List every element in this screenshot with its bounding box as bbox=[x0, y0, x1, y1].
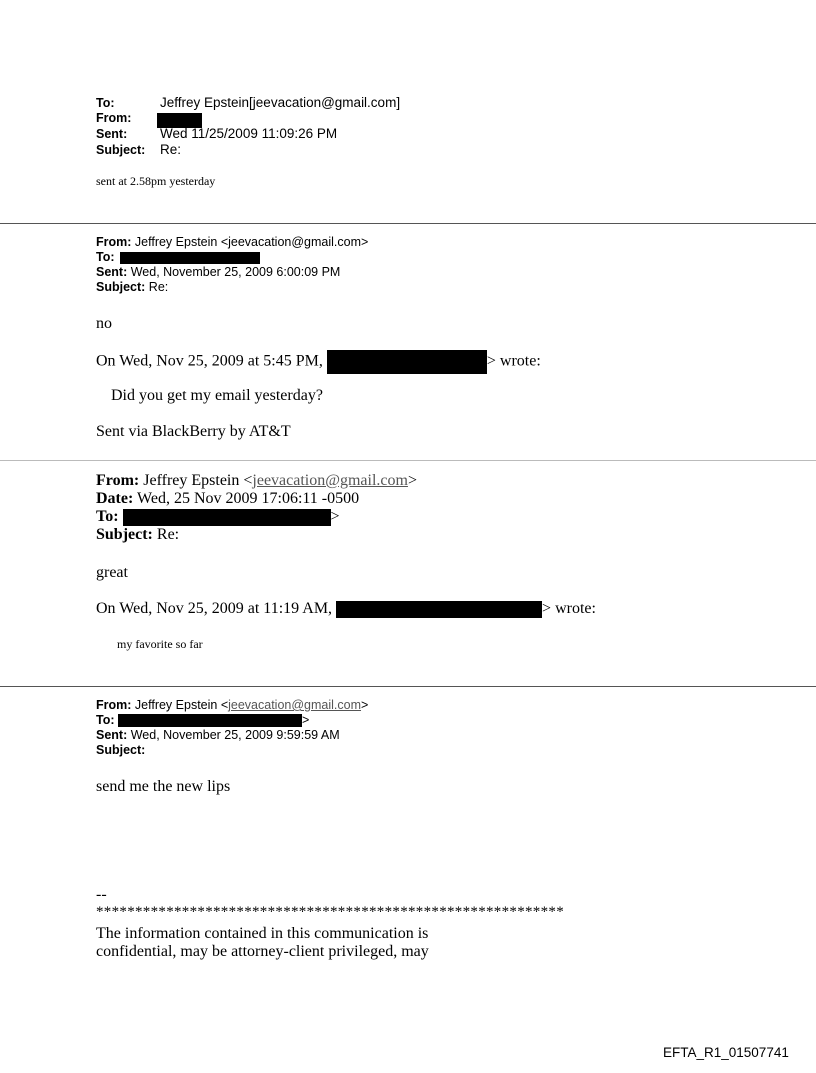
subject-label: Subject: bbox=[96, 143, 146, 157]
from-line bbox=[96, 472, 417, 490]
to-suffix: > bbox=[330, 508, 340, 525]
subject-label: Subject: bbox=[96, 743, 146, 757]
to-label: To: bbox=[96, 96, 115, 110]
to-line bbox=[96, 713, 309, 727]
subject-value: Re: bbox=[152, 526, 180, 543]
from-label: From: bbox=[96, 698, 132, 712]
disclaimer-line-2: confidential, may be attorney-client privileged, may bbox=[96, 943, 429, 960]
from-label: From: bbox=[96, 111, 132, 125]
star-separator: ************************************************************ bbox=[96, 904, 564, 920]
to-label: To: bbox=[96, 713, 115, 727]
email-link[interactable]: jeevacation@gmail.com bbox=[228, 698, 362, 712]
message-body: sent at 2.58pm yesterday bbox=[96, 174, 216, 188]
date-line bbox=[96, 490, 359, 508]
message-body: no bbox=[96, 315, 112, 332]
to-value: Jeffrey Epstein[jeevacation@gmail.com] bbox=[160, 95, 401, 110]
from-name: Jeffrey Epstein < bbox=[131, 698, 229, 712]
subject-label: Subject: bbox=[96, 280, 146, 294]
sent-value: Wed, November 25, 2009 9:59:59 AM bbox=[127, 728, 340, 742]
quote-prefix: On Wed, Nov 25, 2009 at 11:19 AM, bbox=[96, 600, 337, 617]
document-id: EFTA_R1_01507741 bbox=[663, 1045, 789, 1060]
date-label: Date: bbox=[96, 490, 134, 507]
quoted-text: my favorite so far bbox=[117, 637, 203, 651]
to-label: To: bbox=[96, 508, 119, 525]
message-body: send me the new lips bbox=[96, 778, 231, 795]
subject-line bbox=[96, 526, 179, 544]
quote-header bbox=[96, 600, 596, 618]
quoted-text: Did you get my email yesterday? bbox=[111, 387, 323, 404]
from-name: Jeffrey Epstein < bbox=[139, 472, 253, 489]
from-close: > bbox=[361, 698, 369, 712]
redacted-recipient bbox=[120, 252, 260, 264]
sent-value: Wed, November 25, 2009 6:00:09 PM bbox=[127, 265, 341, 279]
subject-line bbox=[96, 280, 168, 294]
sent-value: Wed 11/25/2009 11:09:26 PM bbox=[160, 126, 338, 141]
from-line bbox=[96, 698, 368, 712]
divider bbox=[0, 686, 816, 687]
to-line bbox=[96, 250, 260, 264]
date-value: Wed, 25 Nov 2009 17:06:11 -0500 bbox=[133, 490, 360, 507]
message-body: great bbox=[96, 564, 128, 581]
sent-line bbox=[96, 728, 340, 742]
sent-label: Sent: bbox=[96, 127, 128, 141]
from-line bbox=[96, 235, 368, 249]
redacted-sender bbox=[336, 601, 542, 618]
quote-suffix: > wrote: bbox=[486, 352, 541, 370]
from-close: > bbox=[407, 472, 417, 489]
disclaimer-line-1: The information contained in this communication is bbox=[96, 925, 429, 942]
signature: Sent via BlackBerry by AT&T bbox=[96, 423, 291, 440]
sent-label: Sent: bbox=[96, 728, 128, 742]
redacted-recipient bbox=[118, 714, 302, 727]
redacted-recipient bbox=[123, 509, 331, 526]
to-label: To: bbox=[96, 250, 115, 264]
subject-label: Subject: bbox=[96, 526, 153, 543]
from-label: From: bbox=[96, 235, 132, 249]
quote-prefix: On Wed, Nov 25, 2009 at 5:45 PM, bbox=[96, 352, 327, 370]
to-suffix: > bbox=[302, 713, 310, 727]
sent-line bbox=[96, 265, 340, 279]
subject-value: Re: bbox=[160, 142, 182, 157]
from-value: Jeffrey Epstein <jeevacation@gmail.com> bbox=[131, 235, 369, 249]
sent-label: Sent: bbox=[96, 265, 128, 279]
subject-value: Re: bbox=[145, 280, 169, 294]
divider bbox=[0, 460, 816, 461]
signature-dashes: -- bbox=[96, 886, 107, 903]
email-link[interactable]: jeevacation@gmail.com bbox=[252, 472, 408, 489]
from-label: From: bbox=[96, 472, 140, 489]
quote-suffix: > wrote: bbox=[542, 600, 596, 617]
divider bbox=[0, 223, 816, 224]
quote-header bbox=[96, 350, 541, 374]
to-line bbox=[96, 508, 340, 526]
redacted-sender bbox=[327, 350, 487, 374]
subject-line bbox=[96, 743, 145, 757]
